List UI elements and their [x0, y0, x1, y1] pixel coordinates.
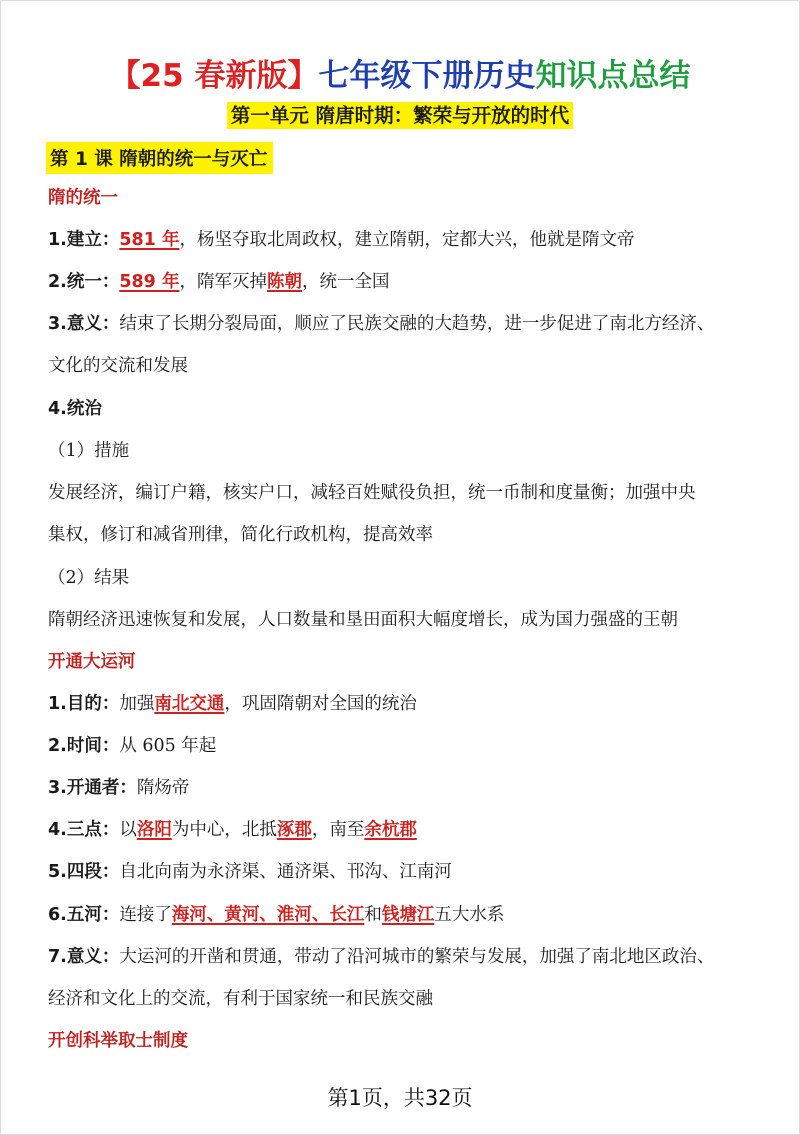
point-text: 结束了长期分裂局面，顺应了民族交融的大趋势，进一步促进了南北方经济、 — [119, 314, 715, 334]
page-title — [0, 50, 800, 95]
key-term: 涿郡 — [276, 820, 312, 840]
point-text: ，隋军灭掉 — [179, 272, 267, 292]
point-text: 五大水系 — [434, 905, 505, 925]
point-text: 为中心，北抵 — [171, 820, 277, 840]
section-heading-grand-canal: 开通大运河 — [48, 652, 136, 672]
point-text: ，南至 — [311, 820, 365, 840]
point-establish — [48, 228, 760, 252]
point-text: 大运河的开凿和贯通，带动了沿河城市的繁荣与发展，加强了南北地区政治、 — [119, 947, 715, 967]
title-subject: 七年级下册历史 — [318, 58, 536, 94]
point-label: 3.意义： — [48, 314, 120, 334]
point-text: 自北向南为永济渠、通济渠、邗沟、江南河 — [119, 862, 452, 882]
sub-results: （2）结果 — [48, 568, 130, 588]
title-edition: 【25 春新版】 — [109, 58, 319, 94]
key-term: 洛阳 — [136, 820, 172, 840]
key-term: 钱塘江 — [381, 905, 435, 925]
point-label: 3.开通者： — [48, 778, 137, 798]
point-text: 隋炀帝 — [136, 778, 190, 798]
key-term: 海河、黄河、淮河、长江 — [171, 905, 365, 925]
point-text: ，杨坚夺取北周政权，建立隋朝，定都大兴，他就是隋文帝 — [179, 230, 635, 250]
key-term: 南北交通 — [154, 694, 225, 714]
unit-heading-text: 第一单元 隋唐时期：繁荣与开放的时代 — [227, 102, 573, 129]
point-text: 以 — [119, 820, 137, 840]
point-label: 2.时间： — [48, 736, 120, 756]
measures-text-cont: 集权，修订和减省刑律，简化行政机构，提高效率 — [48, 525, 433, 545]
measures-text: 发展经济，编订户籍，核实户口，减轻百姓赋役负担，统一币制和度量衡；加强中央 — [48, 483, 696, 503]
canal-builder — [48, 776, 760, 800]
results-text: 隋朝经济迅速恢复和发展，人口数量和垦田面积大幅度增长，成为国力强盛的王朝 — [48, 610, 678, 630]
canal-three-points — [48, 818, 760, 842]
point-label: 1.建立： — [48, 230, 120, 250]
key-term: 581 年 — [119, 230, 180, 250]
point-unify — [48, 270, 760, 294]
point-text: 和 — [364, 905, 382, 925]
canal-significance — [48, 945, 760, 969]
point-significance — [48, 312, 760, 336]
point-significance-cont: 文化的交流和发展 — [48, 356, 188, 376]
point-text: 连接了 — [119, 905, 172, 925]
canal-time — [48, 734, 760, 758]
canal-significance-cont: 经济和文化上的交流，有利于国家统一和民族交融 — [48, 989, 433, 1009]
point-label: 5.四段： — [48, 862, 120, 882]
point-label: 1.目的： — [48, 694, 120, 714]
lesson-heading: 第 1 课 隋朝的统一与灭亡 — [46, 142, 273, 174]
point-rule: 4.统治 — [48, 399, 102, 419]
point-label: 4.三点： — [48, 820, 120, 840]
key-term: 589 年 — [119, 272, 180, 292]
point-label: 2.统一： — [48, 272, 120, 292]
section-heading-imperial-exam: 开创科举取士制度 — [48, 1031, 188, 1051]
sub-measures: （1）措施 — [48, 441, 130, 461]
point-text: ，统一全国 — [301, 272, 390, 292]
point-text: 加强 — [119, 694, 155, 714]
unit-heading — [0, 100, 800, 128]
key-term: 陈朝 — [266, 272, 302, 292]
key-term: 余杭郡 — [364, 820, 417, 840]
point-label: 6.五河： — [48, 905, 120, 925]
canal-four-sections — [48, 860, 760, 884]
canal-purpose — [48, 692, 760, 716]
section-heading-sui-unification: 隋的统一 — [48, 188, 118, 208]
point-label: 7.意义： — [48, 947, 120, 967]
title-summary: 知识点总结 — [535, 58, 691, 94]
point-text: 从 605 年起 — [119, 736, 217, 756]
page-number: 第1页，共32页 — [327, 1086, 473, 1110]
point-text: ，巩固隋朝对全国的统治 — [224, 694, 417, 714]
canal-five-rivers — [48, 903, 760, 927]
